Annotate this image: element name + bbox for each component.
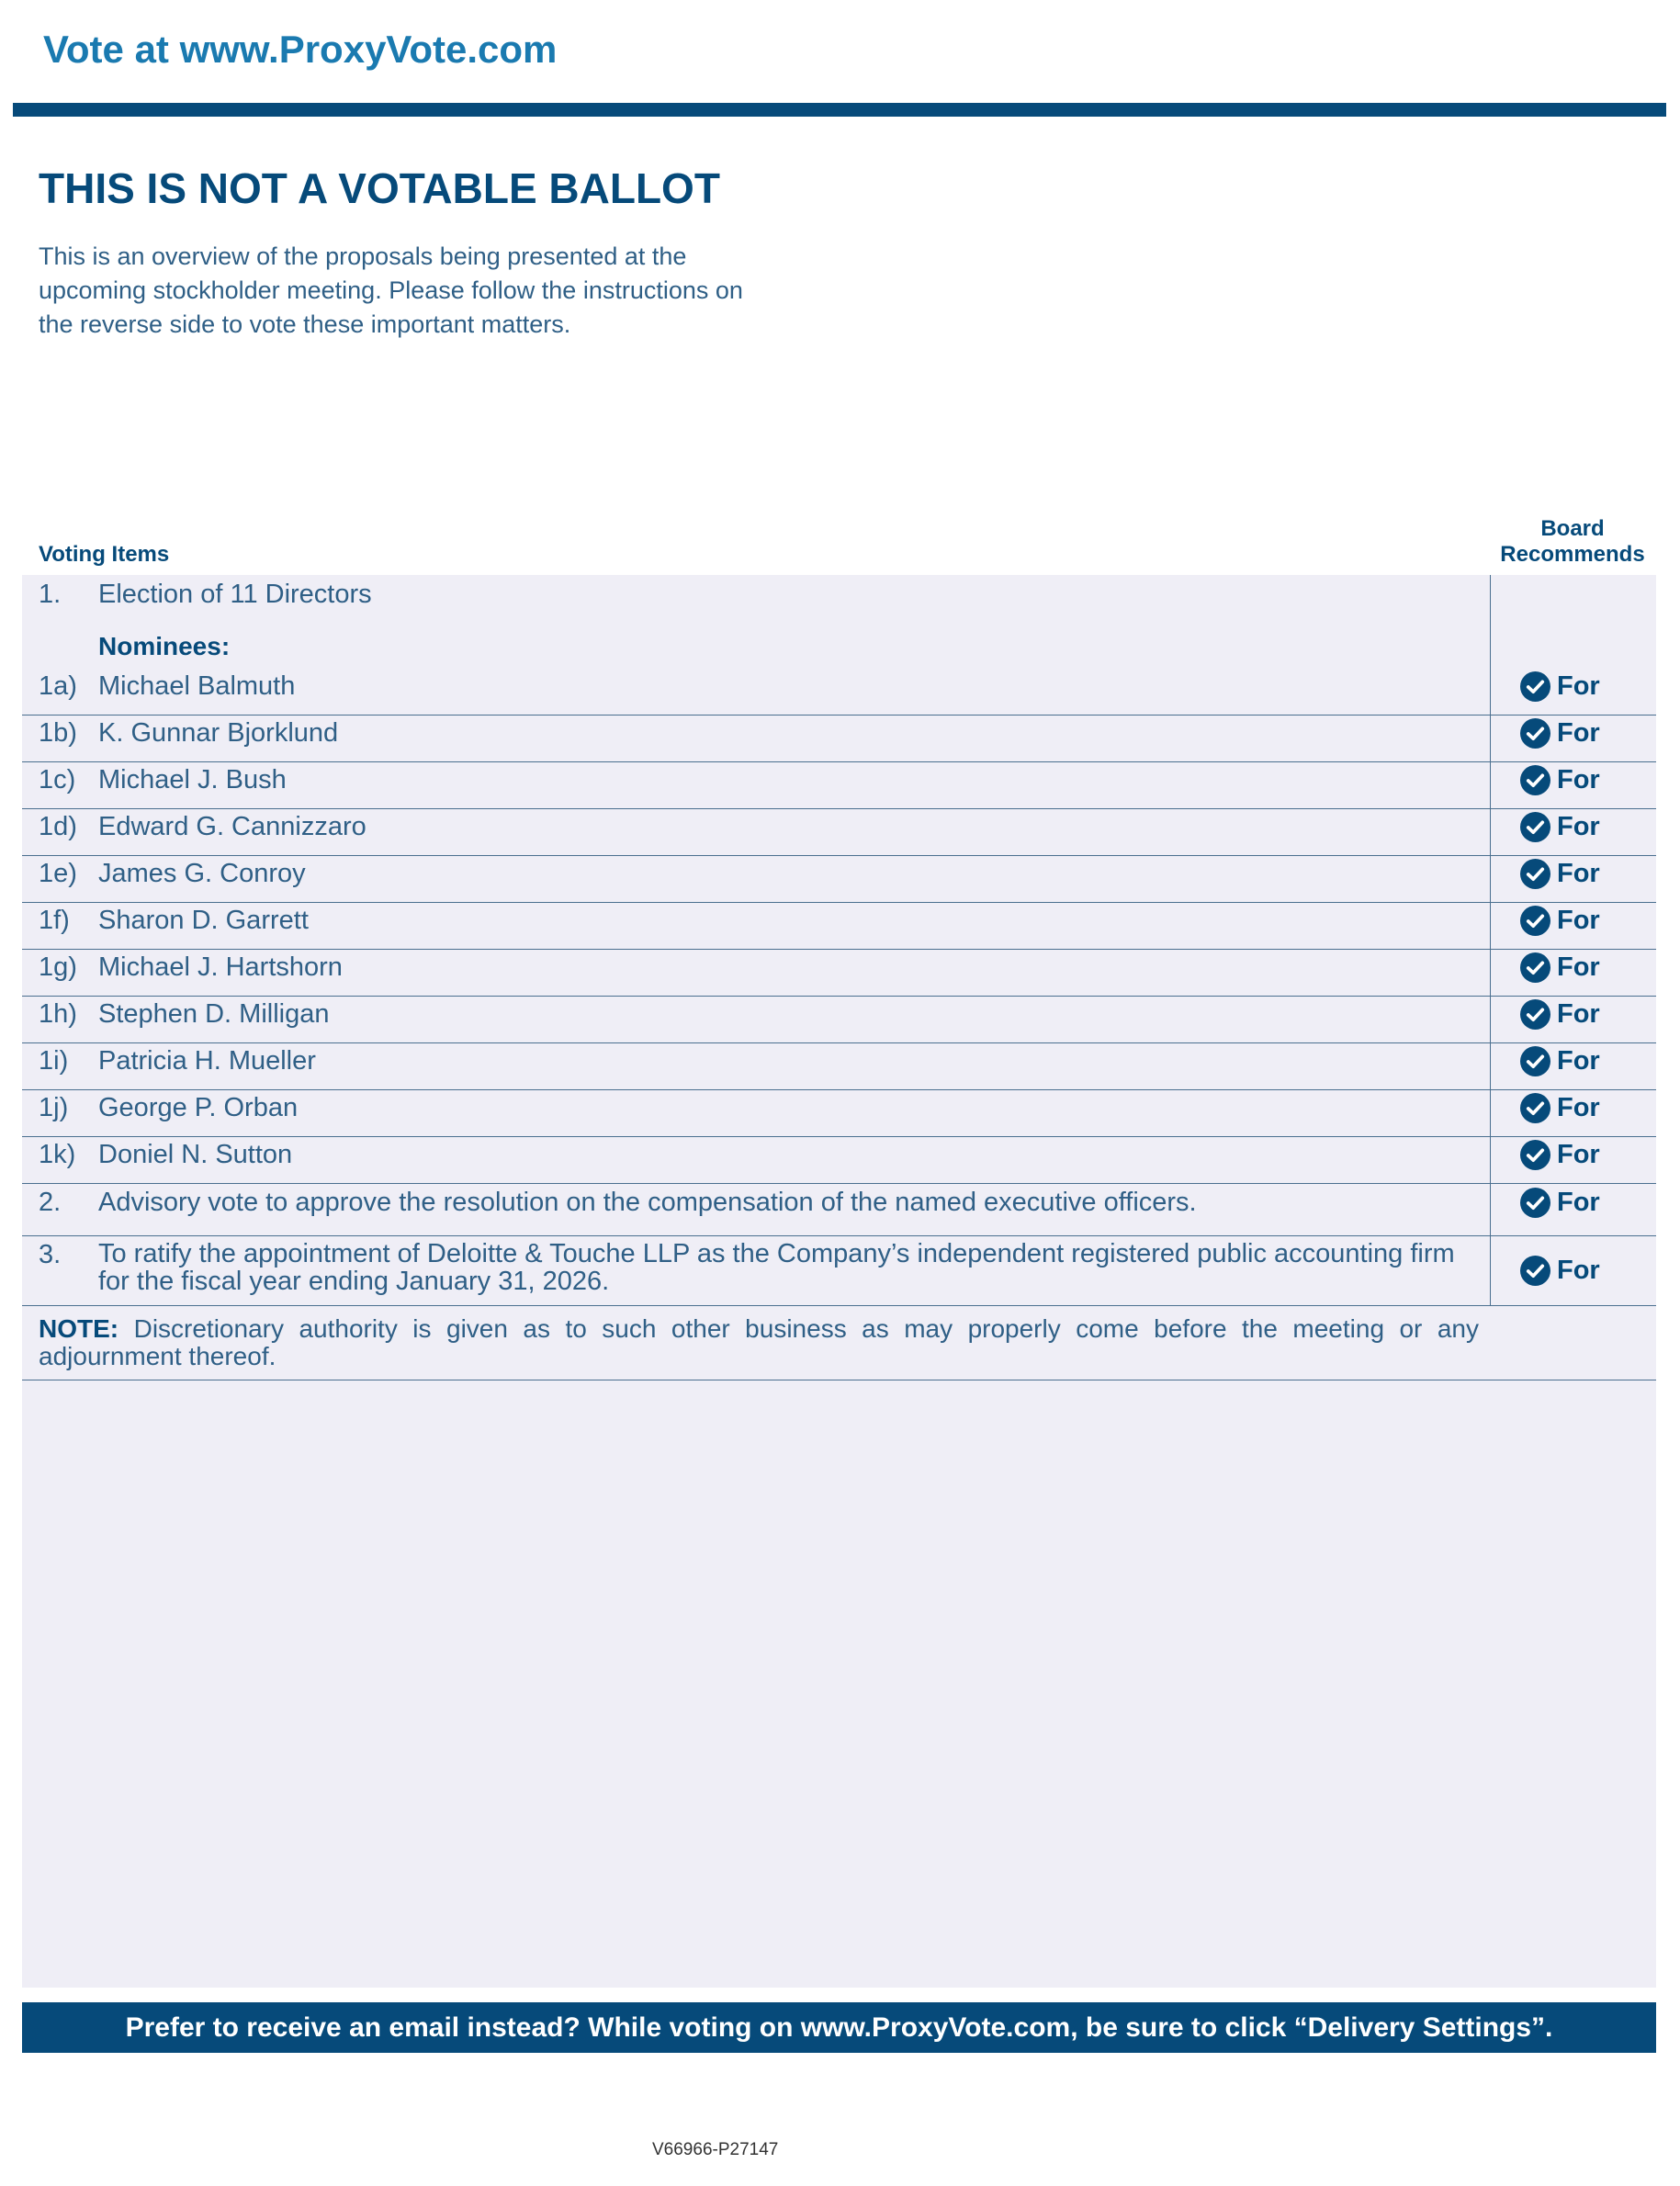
nominee-number: 1d) [39, 812, 77, 841]
check-circle-icon [1520, 671, 1550, 702]
row-divider [22, 1089, 1656, 1090]
proposal-3-row [22, 1235, 1656, 1305]
proxyvote-link[interactable]: Vote at www.ProxyVote.com [43, 28, 558, 71]
check-circle-icon [1520, 906, 1550, 936]
recommendation [1498, 952, 1656, 983]
recommendation-label: For [1557, 952, 1600, 982]
nominee-name: Michael J. Bush [98, 765, 287, 794]
proposal-number: 3. [39, 1240, 62, 1269]
intro-line: upcoming stockholder meeting. Please follow the instructions on [39, 276, 743, 304]
recommendation-label: For [1557, 671, 1600, 701]
recommendation-label: For [1557, 718, 1600, 748]
recommendation-label: For [1557, 765, 1600, 794]
recommendation-label: For [1557, 1140, 1600, 1169]
note-body: Discretionary authority is given as to such other business as may properly come before the meeting or any adjournment thereof. [39, 1314, 1479, 1370]
proposal-text-line: for the fiscal year ending January 31, 2026. [98, 1267, 610, 1296]
note-text [39, 1315, 1479, 1370]
nominee-number: 1c) [39, 765, 76, 794]
intro-line: This is an overview of the proposals being presented at the [39, 242, 687, 270]
recommendation-label: For [1557, 1093, 1600, 1122]
check-circle-icon [1520, 952, 1550, 983]
nominee-number: 1f) [39, 906, 70, 935]
board-recommends-line1: Board [1540, 516, 1605, 541]
proposal-text: Election of 11 Directors [98, 580, 372, 609]
nominee-row [22, 1046, 1656, 1083]
board-recommends-line2: Recommends [1500, 542, 1645, 567]
nominee-name: Edward G. Cannizzaro [98, 812, 366, 841]
recommendation [1498, 1046, 1656, 1076]
recommendation-label: For [1557, 812, 1600, 841]
delivery-settings-banner [22, 2002, 1656, 2053]
nominee-number: 1a) [39, 671, 77, 701]
voting-items-header: Voting Items [39, 542, 170, 567]
nominee-number: 1g) [39, 952, 77, 982]
board-recommends-header [1490, 516, 1655, 568]
recommendation [1498, 1188, 1656, 1218]
recommendation [1498, 999, 1656, 1030]
check-circle-icon [1520, 718, 1550, 749]
recommendation [1498, 1093, 1656, 1123]
proposal-1-row [22, 580, 1656, 616]
nominee-name: Sharon D. Garrett [98, 906, 309, 935]
nominee-number: 1b) [39, 718, 77, 748]
recommendation [1498, 859, 1656, 889]
row-divider [22, 902, 1656, 903]
proposal-2-row [22, 1188, 1656, 1224]
row-divider [22, 996, 1656, 997]
proposal-text-line: To ratify the appointment of Deloitte & Touche LLP as the Company’s independent registered public accounting firm [98, 1239, 1455, 1268]
nominee-row [22, 999, 1656, 1036]
recommendation-label: For [1557, 1256, 1600, 1285]
nominee-number: 1h) [39, 999, 77, 1029]
recommendation [1498, 1256, 1656, 1286]
row-divider [22, 1136, 1656, 1137]
delivery-settings-text: Prefer to receive an email instead? While voting on www.ProxyVote.com, be sure to click “Delivery Settings”. [125, 2011, 1553, 2043]
row-divider [22, 855, 1656, 856]
recommendation [1498, 671, 1656, 702]
proposal-number: 2. [39, 1188, 62, 1217]
nominee-row [22, 671, 1656, 708]
row-divider [22, 1042, 1656, 1043]
check-circle-icon [1520, 1093, 1550, 1123]
check-circle-icon [1520, 1188, 1550, 1218]
recommendation-label: For [1557, 1188, 1600, 1217]
row-divider [22, 715, 1656, 716]
recommendation [1498, 906, 1656, 936]
proposal-text [98, 1240, 1455, 1295]
top-rule [13, 103, 1666, 117]
nominee-row [22, 859, 1656, 896]
row-divider [22, 949, 1656, 950]
nominee-row [22, 1140, 1656, 1177]
proposal-number: 1. [39, 580, 62, 609]
note-label: NOTE: [39, 1314, 119, 1343]
recommendation-label: For [1557, 1046, 1600, 1076]
intro-text [39, 240, 829, 342]
nominee-name: Michael J. Hartshorn [98, 952, 343, 982]
check-circle-icon [1520, 765, 1550, 795]
check-circle-icon [1520, 999, 1550, 1030]
nominee-number: 1i) [39, 1046, 69, 1076]
nominee-name: Doniel N. Sutton [98, 1140, 293, 1169]
nominee-row [22, 812, 1656, 849]
check-circle-icon [1520, 1256, 1550, 1286]
nominee-name: George P. Orban [98, 1093, 299, 1122]
recommendation-label: For [1557, 999, 1600, 1029]
check-circle-icon [1520, 812, 1550, 842]
nominee-number: 1e) [39, 859, 77, 888]
nominees-label: Nominees: [98, 632, 231, 660]
nominee-row [22, 952, 1656, 989]
nominee-name: Stephen D. Milligan [98, 999, 330, 1029]
proposal-text: Advisory vote to approve the resolution on the compensation of the named executive officers. [98, 1188, 1197, 1217]
nominee-name: Michael Balmuth [98, 671, 296, 701]
intro-line: the reverse side to vote these important matters. [39, 310, 571, 338]
nominee-row [22, 765, 1656, 802]
nominee-number: 1k) [39, 1140, 76, 1169]
nominee-row [22, 906, 1656, 942]
recommendation [1498, 1140, 1656, 1170]
nominee-row [22, 718, 1656, 755]
row-divider [22, 1305, 1656, 1306]
recommendation-label: For [1557, 859, 1600, 888]
recommendation-label: For [1557, 906, 1600, 935]
nominee-name: K. Gunnar Bjorklund [98, 718, 339, 748]
check-circle-icon [1520, 1140, 1550, 1170]
row-divider [22, 1183, 1656, 1184]
page-title: THIS IS NOT A VOTABLE BALLOT [39, 164, 720, 212]
recommendation [1498, 812, 1656, 842]
nominee-number: 1j) [39, 1093, 69, 1122]
nominee-name: Patricia H. Mueller [98, 1046, 316, 1076]
nominee-name: James G. Conroy [98, 859, 306, 888]
recommendation [1498, 765, 1656, 795]
recommendation [1498, 718, 1656, 749]
check-circle-icon [1520, 859, 1550, 889]
row-divider [22, 808, 1656, 809]
nominee-row [22, 1093, 1656, 1130]
document-code: V66966-P27147 [652, 2140, 779, 2159]
check-circle-icon [1520, 1046, 1550, 1076]
row-divider [22, 761, 1656, 762]
